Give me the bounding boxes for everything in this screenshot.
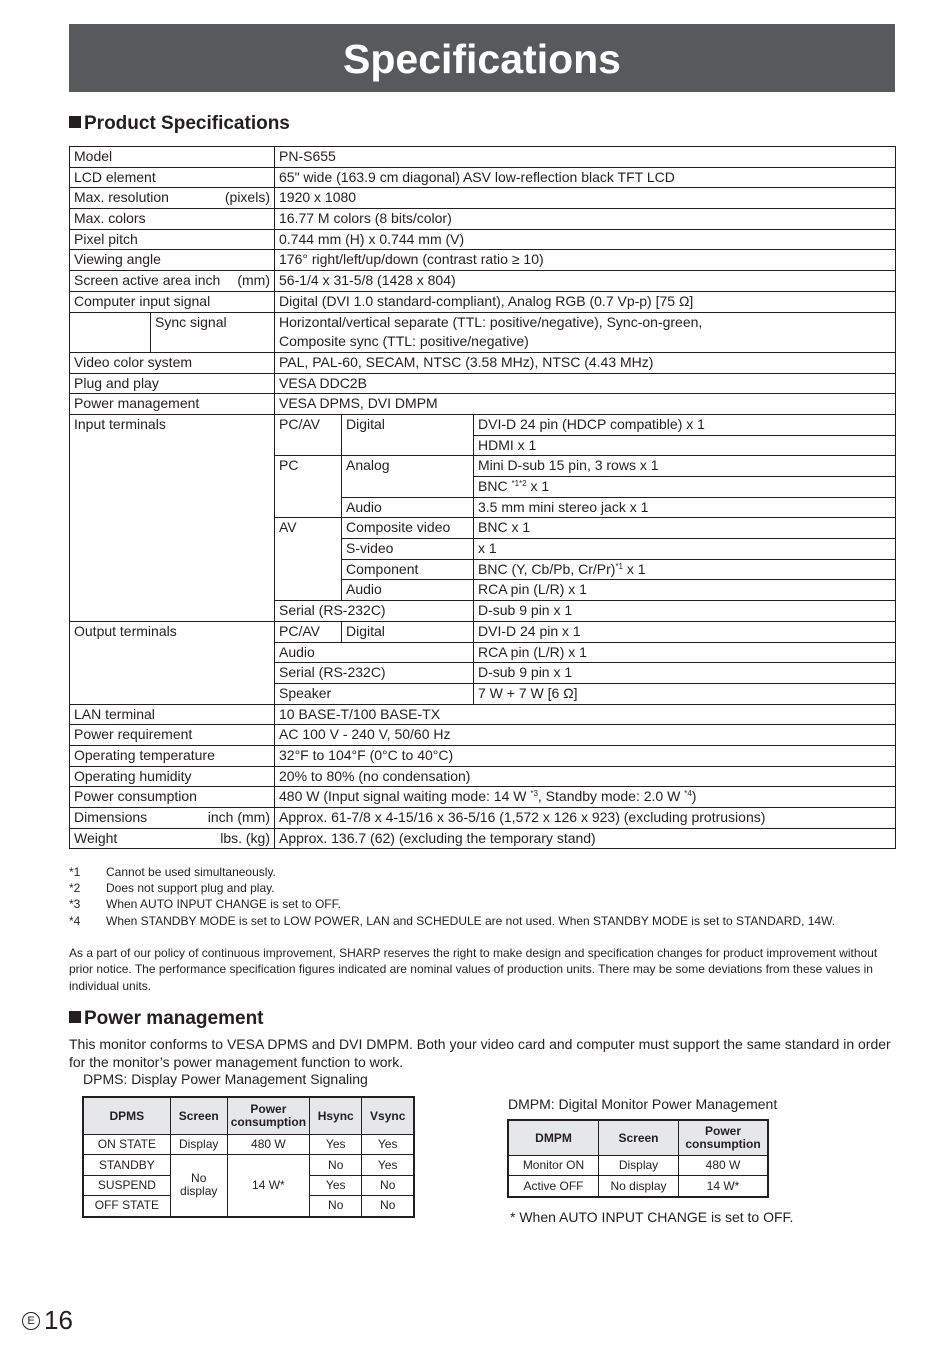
table-row: Active OFF No display 14 W* — [509, 1176, 768, 1196]
language-e-icon: E — [22, 1312, 40, 1330]
table-row: OFF STATE No No — [84, 1196, 414, 1216]
table-row: Max. resolution (pixels) 1920 x 1080 — [70, 188, 896, 209]
table-row: ON STATE Display 480 W Yes Yes — [84, 1135, 414, 1155]
table-row: PC Analog Mini D-sub 15 pin, 3 rows x 1 — [70, 456, 896, 477]
table-row: Weight lbs. (kg) Approx. 136.7 (62) (excluding the temporary stand) — [70, 828, 896, 849]
table-row: Speaker 7 W + 7 W [6 Ω] — [70, 683, 896, 704]
page-number: E 16 — [22, 1305, 73, 1336]
table-row: Screen active area inch (mm) 56-1/4 x 31-5/8 (1428 x 804) — [70, 271, 896, 292]
table-row: Computer input signal Digital (DVI 1.0 standard-compliant), Analog RGB (0.7 Vp-p) [75 Ω] — [70, 291, 896, 312]
table-row: Dimensions inch (mm) Approx. 61-7/8 x 4-15/16 x 36-5/16 (1,572 x 126 x 923) (excluding protrusions) — [70, 808, 896, 829]
table-row: Viewing angle 176° right/left/up/down (contrast ratio ≥ 10) — [70, 250, 896, 271]
table-row: LCD element 65" wide (163.9 cm diagonal) ASV low-reflection black TFT LCD — [70, 167, 896, 188]
table-row: S-video x 1 — [70, 539, 896, 560]
table-row: Monitor ON Display 480 W — [509, 1156, 768, 1176]
power-management-text: This monitor conforms to VESA DPMS and DVI DMPM. Both your video card and computer must support the same standard in order for the monitor’s power management function to work. — [69, 1036, 891, 1070]
footnote-item: *4 When STANDBY MODE is set to LOW POWER, LAN and SCHEDULE are not used. When STANDBY MODE is set to STANDARD, 14W. — [69, 913, 836, 928]
footnote-item: *2 Does not support plug and play. — [69, 881, 275, 896]
dpms-table — [83, 1097, 414, 1217]
table-row: Output terminals PC/AV Digital DVI-D 24 pin x 1 — [70, 621, 896, 642]
footnote-item: *1 Cannot be used simultaneously. — [69, 865, 276, 879]
table-row: Model PN-S655 — [70, 147, 896, 168]
table-row: LAN terminal 10 BASE-T/100 BASE-TX — [70, 704, 896, 725]
table-row: Pixel pitch 0.744 mm (H) x 0.744 mm (V) — [70, 229, 896, 250]
table-row: Input terminals PC/AV Digital DVI-D 24 pin (HDCP compatible) x 1 — [70, 414, 896, 435]
dmpm-footnote: * When AUTO INPUT CHANGE is set to OFF. — [510, 1209, 794, 1225]
table-row: HDMI x 1 — [70, 435, 896, 456]
page-title: Specifications — [69, 24, 895, 92]
table-row: Operating temperature 32°F to 104°F (0°C to 40°C) — [70, 745, 896, 766]
table-row: Audio RCA pin (L/R) x 1 — [70, 642, 896, 663]
table-row: STANDBY No display 14 W* No Yes — [84, 1155, 414, 1175]
table-row: AV Composite video BNC x 1 — [70, 518, 896, 539]
product-specifications-table — [69, 146, 896, 849]
table-row: Audio RCA pin (L/R) x 1 — [70, 580, 896, 601]
table-row: Plug and play VESA DDC2B — [70, 373, 896, 394]
table-row: Power management VESA DPMS, DVI DMPM — [70, 394, 896, 415]
table-row: Video color system PAL, PAL-60, SECAM, NTSC (3.58 MHz), NTSC (4.43 MHz) — [70, 352, 896, 373]
table-row: Serial (RS-232C) D-sub 9 pin x 1 — [70, 663, 896, 684]
table-row: Operating humidity 20% to 80% (no condensation) — [70, 766, 896, 787]
dmpm-table — [508, 1120, 768, 1197]
product-specifications-heading: Product Specifications — [69, 113, 290, 135]
table-row: Power consumption 480 W (Input signal waiting mode: 14 W $^{*3}$, Standby mode: 2.0 W $^{*4}$) — [70, 787, 896, 808]
footnotes — [69, 864, 835, 929]
footnote-item: *3 When AUTO INPUT CHANGE is set to OFF. — [69, 897, 341, 912]
table-row: Power requirement AC 100 V - 240 V, 50/60 Hz — [70, 725, 896, 746]
power-management-heading: Power management — [69, 1008, 264, 1030]
table-row: DMPM Screen Power consumption — [509, 1121, 768, 1156]
table-row: BNC $^{*1*2}$ x 1 — [70, 477, 896, 498]
table-row: DPMS Screen Power consumption Hsync Vsync — [84, 1098, 414, 1135]
dpms-label: DPMS: Display Power Management Signaling — [83, 1071, 368, 1087]
table-row: Max. colors 16.77 M colors (8 bits/color) — [70, 209, 896, 230]
table-row: SUSPEND Yes No — [84, 1175, 414, 1195]
table-row: Component BNC (Y, Cb/Pb, Cr/Pr)$^{*1}$ x 1 — [70, 559, 896, 580]
square-bullet-icon — [69, 1011, 81, 1023]
table-row: Sync signal Horizontal/vertical separate (TTL: positive/negative), Sync-on-green, — [70, 312, 896, 332]
table-row: Audio 3.5 mm mini stereo jack x 1 — [70, 497, 896, 518]
dmpm-label: DMPM: Digital Monitor Power Management — [508, 1096, 778, 1112]
policy-paragraph: As a part of our policy of continuous improvement, SHARP reserves the right to make design and specification changes for product improvement without prior notice. The performance specification figures indicated are nominal values of production units. There may be some deviations from these values in individual units. — [69, 946, 878, 993]
table-row: Composite sync (TTL: positive/negative) — [70, 332, 896, 352]
square-bullet-icon — [69, 116, 81, 128]
table-row: Serial (RS-232C) D-sub 9 pin x 1 — [70, 601, 896, 622]
